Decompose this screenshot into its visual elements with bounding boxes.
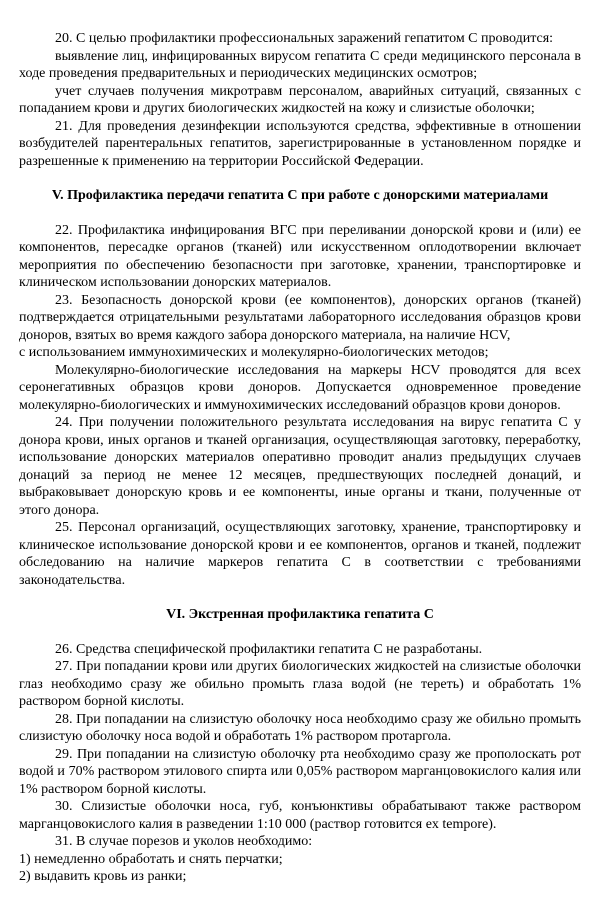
paragraph: учет случаев получения микротравм персоналом, аварийных ситуаций, связанных с попаданием крови и других биологических жидкостей на кожу и слизистые оболочки; bbox=[19, 83, 581, 116]
paragraph: 29. При попадании на слизистую оболочку рта необходимо сразу же прополоскать рот водой и 70% раствором этилового спирта или 0,05% раствором марганцовокислого калия или 1% раствором борной кислоты. bbox=[19, 746, 581, 797]
paragraph: 26. Средства специфической профилактики гепатита С не разработаны. bbox=[55, 641, 483, 657]
paragraph: 21. Для проведения дезинфекции используются средства, эффективные в отношении возбудителей парентеральных гепатитов, зарегистрированные в установленном порядке и разрешенные к применению на территории Российской Федерации. bbox=[19, 118, 581, 169]
section-heading: VI. Экстренная профилактика гепатита С bbox=[166, 607, 434, 622]
paragraph: выявление лиц, инфицированных вирусом гепатита С среди медицинского персонала в ходе проведения предварительных и периодических медицинских осмотров; bbox=[19, 48, 581, 81]
paragraph: 28. При попадании на слизистую оболочку носа необходимо сразу же обильно промыть слизистую оболочку носа водой и обработать 1% раствором протаргола. bbox=[19, 711, 581, 744]
paragraph: 25. Персонал организаций, осуществляющих заготовку, хранение, транспортировку и клиническое использование донорской крови и ее компонентов, органов и тканей, подлежит обследованию на наличие маркеров гепатита С в соответствии с требованиями законодательства. bbox=[19, 520, 581, 588]
paragraph: 27. При попадании крови или других биологических жидкостей на слизистые оболочки глаз необходимо сразу же обильно промыть глаза водой (не тереть) и обработать 1% раствором борной кислоты. bbox=[19, 659, 581, 709]
paragraph: 20. С целью профилактики профессиональных заражений гепатитом С проводится: bbox=[55, 31, 554, 46]
paragraph: 31. В случае порезов и уколов необходимо: bbox=[55, 834, 313, 849]
paragraph: Молекулярно-биологические исследования на маркеры HCV проводятся для всех серонегативных образцов крови доноров. Допускается одновременное проведение молекулярно-биологических и иммунохимических исследований образцов крови доноров. bbox=[19, 362, 581, 413]
list-item: 2) выдавить кровь из ранки; bbox=[19, 869, 187, 884]
list-item: 1) немедленно обработать и снять перчатки; bbox=[19, 851, 283, 867]
document-blocks bbox=[19, 30, 581, 886]
paragraph: 24. При получении положительного результата исследования на вирус гепатита С у донора крови, иных органов и тканей организация, осуществляющая заготовку, переработку, использование донорских материалов оперативно проводит анализ предыдущих случаев донаций за период не менее 12 месяцев, предшествующих последней донаций, и выбраковывает донорскую кровь и ее компоненты, иные органы и ткани, полученные от этого донора. bbox=[19, 415, 581, 518]
paragraph: 23. Безопасность донорской крови (ее компонентов), донорских органов (тканей) подтверждается отрицательными результатами лабораторного исследования образцов крови доноров, взятых во время каждого забора донорского материала, на наличие HCV, bbox=[19, 292, 581, 343]
section-heading: V. Профилактика передачи гепатита С при работе с донорскими материалами bbox=[51, 188, 549, 203]
paragraph-continuation: с использованием иммунохимических и молекулярно-биологических методов; bbox=[19, 345, 489, 360]
paragraph: 30. Слизистые оболочки носа, губ, конъюнктивы обрабатывают также раствором марганцовокислого калия в разведении 1:10 000 (раствор готовится ex tempore). bbox=[19, 799, 581, 832]
paragraph: 22. Профилактика инфицирования ВГС при переливании донорской крови и (или) ее компонентов, пересадке органов (тканей) или искусственном оплодотворении включает мероприятия по обеспечению безопасности при заготовке, хранении, транспортировке и клиническом использовании донорских материалов. bbox=[19, 222, 581, 290]
